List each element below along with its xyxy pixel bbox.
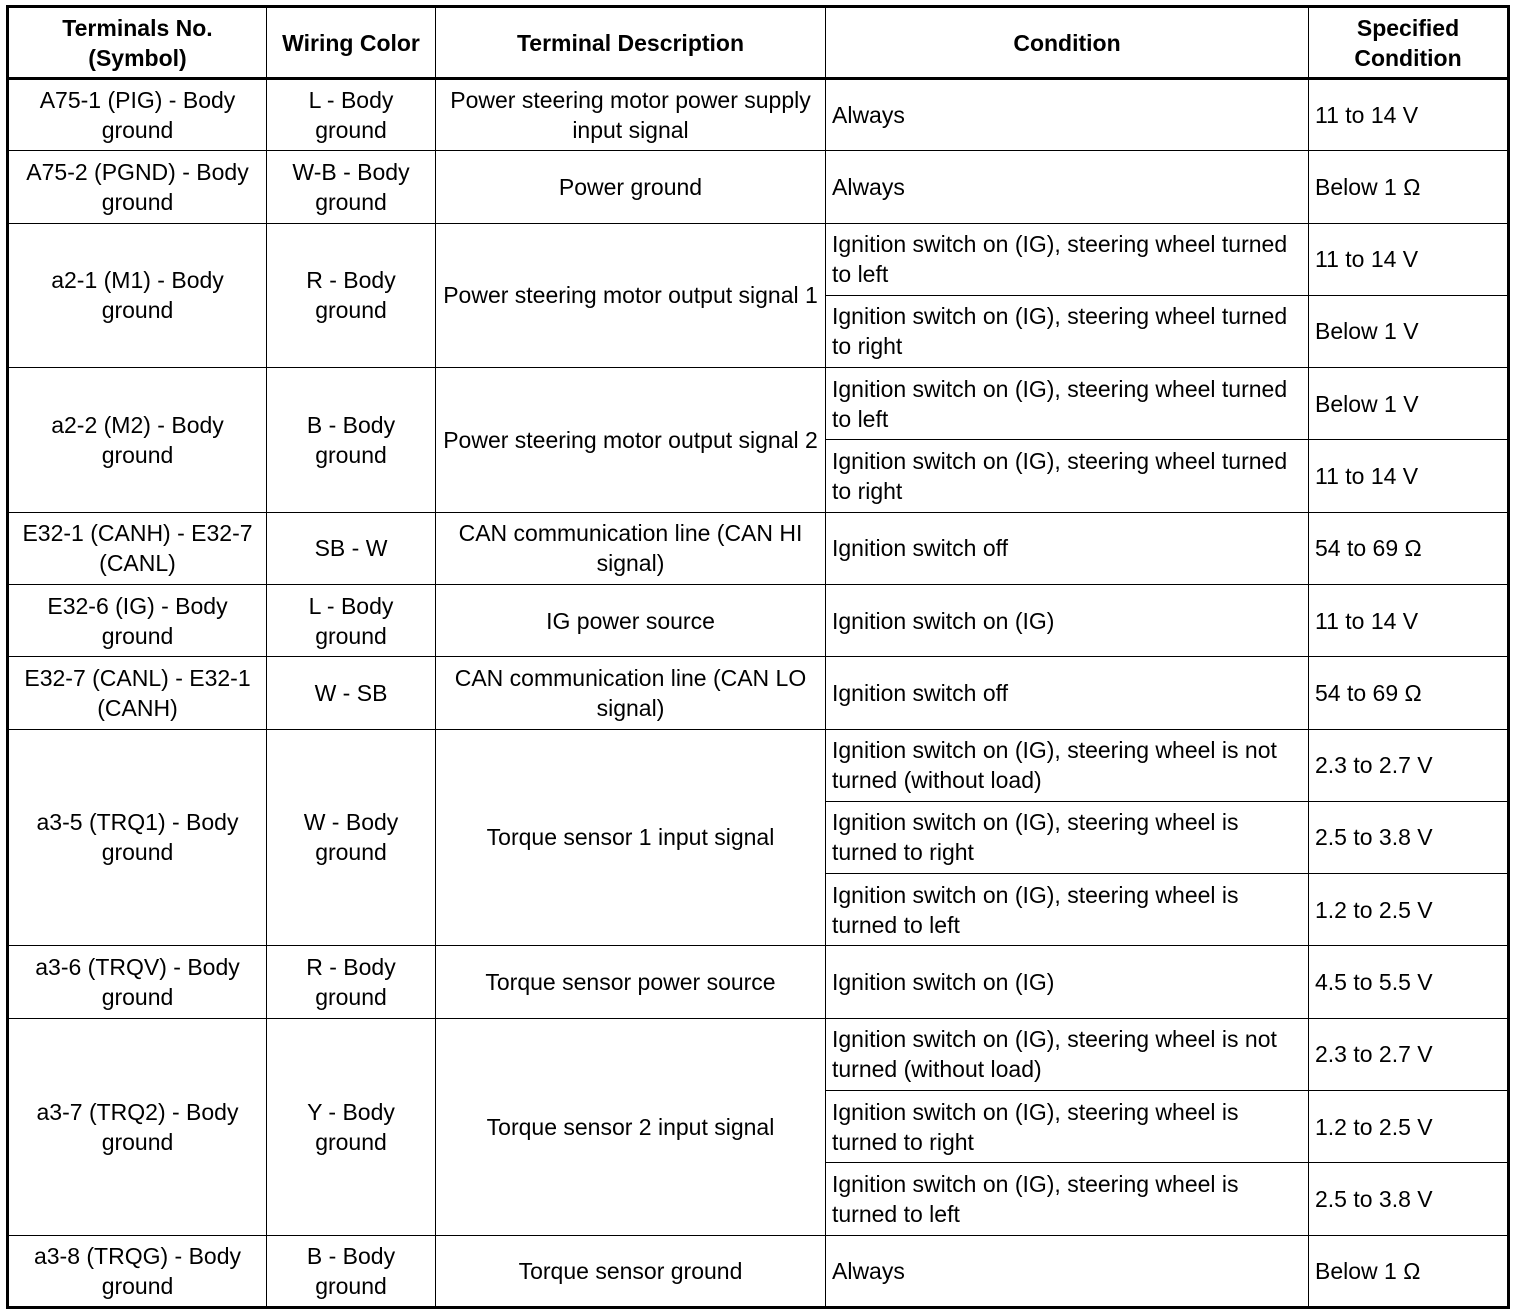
condition-cell: Ignition switch on (IG), steering wheel is turned to right <box>826 1090 1309 1162</box>
description-cell: Power steering motor power supply input signal <box>436 79 826 151</box>
condition-cell: Ignition switch on (IG) <box>826 584 1309 656</box>
wiring-color-cell: R - Body ground <box>267 946 436 1018</box>
specified-condition-cell: Below 1 Ω <box>1309 1235 1509 1308</box>
wiring-color-cell: W - Body ground <box>267 729 436 946</box>
terminal-cell: a3-7 (TRQ2) - Body ground <box>8 1018 267 1235</box>
condition-cell: Always <box>826 79 1309 151</box>
table-row <box>8 151 1509 223</box>
table-row <box>8 79 1509 151</box>
terminal-cell: A75-2 (PGND) - Body ground <box>8 151 267 223</box>
description-cell: Torque sensor ground <box>436 1235 826 1308</box>
wiring-color-cell: R - Body ground <box>267 223 436 368</box>
wiring-color-cell: Y - Body ground <box>267 1018 436 1235</box>
description-cell: Torque sensor 1 input signal <box>436 729 826 946</box>
header-terminal-description: Terminal Description <box>436 7 826 79</box>
terminal-cell: a2-2 (M2) - Body ground <box>8 368 267 513</box>
table-row <box>8 512 1509 584</box>
wiring-color-cell: L - Body ground <box>267 584 436 656</box>
header-wiring-color: Wiring Color <box>267 7 436 79</box>
condition-cell: Ignition switch on (IG), steering wheel is turned to left <box>826 1163 1309 1235</box>
condition-cell: Ignition switch on (IG), steering wheel turned to left <box>826 223 1309 295</box>
description-cell: CAN communication line (CAN LO signal) <box>436 657 826 729</box>
wiring-color-cell: W - SB <box>267 657 436 729</box>
specified-condition-cell: 4.5 to 5.5 V <box>1309 946 1509 1018</box>
terminal-cell: a3-6 (TRQV) - Body ground <box>8 946 267 1018</box>
header-specified-condition: Specified Condition <box>1309 7 1509 79</box>
description-cell: Power ground <box>436 151 826 223</box>
description-cell: CAN communication line (CAN HI signal) <box>436 512 826 584</box>
specified-condition-cell: 11 to 14 V <box>1309 584 1509 656</box>
condition-cell: Ignition switch on (IG), steering wheel is turned to left <box>826 874 1309 946</box>
table-row <box>8 946 1509 1018</box>
table-row <box>8 368 1509 440</box>
description-cell: Power steering motor output signal 1 <box>436 223 826 368</box>
condition-cell: Always <box>826 1235 1309 1308</box>
specified-condition-cell: 2.3 to 2.7 V <box>1309 729 1509 801</box>
header-terminal: Terminals No. (Symbol) <box>8 7 267 79</box>
specified-condition-cell: 1.2 to 2.5 V <box>1309 874 1509 946</box>
condition-cell: Ignition switch on (IG), steering wheel is not turned (without load) <box>826 729 1309 801</box>
condition-cell: Ignition switch on (IG), steering wheel turned to left <box>826 368 1309 440</box>
specified-condition-cell: 54 to 69 Ω <box>1309 512 1509 584</box>
wiring-color-cell: SB - W <box>267 512 436 584</box>
specified-condition-cell: 2.3 to 2.7 V <box>1309 1018 1509 1090</box>
specified-condition-cell: Below 1 V <box>1309 368 1509 440</box>
terminal-cell: E32-7 (CANL) - E32-1 (CANH) <box>8 657 267 729</box>
condition-cell: Ignition switch on (IG) <box>826 946 1309 1018</box>
wiring-color-cell: B - Body ground <box>267 1235 436 1308</box>
specified-condition-cell: 11 to 14 V <box>1309 79 1509 151</box>
table-row <box>8 223 1509 295</box>
specified-condition-cell: 11 to 14 V <box>1309 440 1509 512</box>
specified-condition-cell: 2.5 to 3.8 V <box>1309 801 1509 873</box>
wiring-color-cell: L - Body ground <box>267 79 436 151</box>
specified-condition-cell: 54 to 69 Ω <box>1309 657 1509 729</box>
terminal-spec-table <box>6 5 1510 1309</box>
specified-condition-cell: 2.5 to 3.8 V <box>1309 1163 1509 1235</box>
wiring-color-cell: B - Body ground <box>267 368 436 513</box>
terminal-cell: E32-1 (CANH) - E32-7 (CANL) <box>8 512 267 584</box>
terminal-cell: A75-1 (PIG) - Body ground <box>8 79 267 151</box>
condition-cell: Ignition switch on (IG), steering wheel turned to right <box>826 440 1309 512</box>
terminal-cell: E32-6 (IG) - Body ground <box>8 584 267 656</box>
table-row <box>8 1018 1509 1090</box>
terminal-cell: a3-5 (TRQ1) - Body ground <box>8 729 267 946</box>
condition-cell: Ignition switch on (IG), steering wheel is turned to right <box>826 801 1309 873</box>
table-row <box>8 729 1509 801</box>
specified-condition-cell: 11 to 14 V <box>1309 223 1509 295</box>
specified-condition-cell: 1.2 to 2.5 V <box>1309 1090 1509 1162</box>
description-cell: IG power source <box>436 584 826 656</box>
table-row <box>8 657 1509 729</box>
header-row <box>8 7 1509 79</box>
terminal-cell: a2-1 (M1) - Body ground <box>8 223 267 368</box>
wiring-color-cell: W-B - Body ground <box>267 151 436 223</box>
condition-cell: Always <box>826 151 1309 223</box>
condition-cell: Ignition switch off <box>826 657 1309 729</box>
description-cell: Torque sensor 2 input signal <box>436 1018 826 1235</box>
terminal-cell: a3-8 (TRQG) - Body ground <box>8 1235 267 1308</box>
table-row <box>8 1235 1509 1308</box>
condition-cell: Ignition switch on (IG), steering wheel is not turned (without load) <box>826 1018 1309 1090</box>
table-row <box>8 584 1509 656</box>
specified-condition-cell: Below 1 V <box>1309 295 1509 367</box>
header-condition: Condition <box>826 7 1309 79</box>
specified-condition-cell: Below 1 Ω <box>1309 151 1509 223</box>
description-cell: Torque sensor power source <box>436 946 826 1018</box>
table-body <box>8 79 1509 1308</box>
description-cell: Power steering motor output signal 2 <box>436 368 826 513</box>
condition-cell: Ignition switch off <box>826 512 1309 584</box>
condition-cell: Ignition switch on (IG), steering wheel turned to right <box>826 295 1309 367</box>
